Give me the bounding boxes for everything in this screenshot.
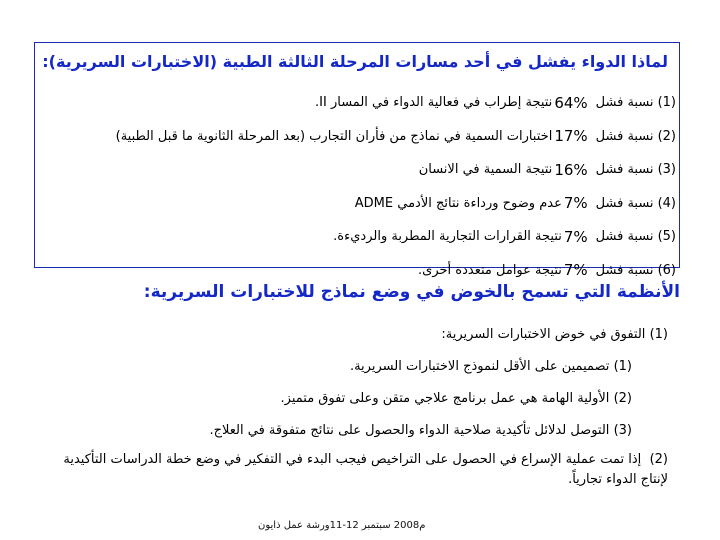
systems-list (48, 318, 668, 490)
reason-label: نسبة فشل (595, 195, 654, 211)
systems-heading: الأنظمة التي تسمح بالخوض في وضع نماذج للاختبارات السريرية: (143, 282, 680, 302)
reason-text: نتيجة عوامل متعددة أخرى. (418, 262, 562, 278)
reason-number: (2) (657, 128, 676, 144)
failure-reason-item (46, 153, 676, 187)
reason-label: نسبة فشل (595, 162, 654, 178)
reason-text: نتيجة القرارات التجارية المطربة والرديءة. (333, 229, 562, 245)
reason-percent: 7% (563, 227, 588, 246)
reason-percent: 17% (554, 127, 588, 146)
reason-text: اختبارات السمية في نماذج من فأران التجارب (بعد المرحلة الثانوية ما قبل الطبية) (115, 128, 553, 144)
reason-label: نسبة فشل (595, 128, 654, 144)
failure-reason-item (46, 220, 676, 254)
failure-reasons-list (46, 86, 676, 287)
reason-text: عدم وضوح ورداءة نتائج الأدمي ADME (354, 195, 562, 211)
failure-reason-item (46, 86, 676, 120)
sub-item-number: (2) (613, 390, 632, 406)
reason-number: (6) (657, 262, 676, 278)
reason-label: نسبة فشل (595, 262, 654, 278)
reason-percent: 7% (563, 261, 588, 280)
systems-item-text: إذا تمت عملية الإسراع في الحصول على التراخيص فيجب البدء في التفكير في وضع خطة الدراسات التأكيدية لإنتاج الدواء تجارياً. (63, 452, 668, 487)
reason-label: نسبة فشل (595, 229, 654, 245)
systems-item-text: التفوق في خوض الاختبارات السريرية: (441, 326, 646, 342)
reason-percent: 64% (554, 93, 588, 112)
reason-number: (1) (657, 95, 676, 111)
sub-item-text: التوصل لدلائل تأكيدية صلاحية الدواء والحصول على نتائج متفوقة في العلاج. (209, 422, 610, 438)
reason-percent: 16% (554, 160, 588, 179)
systems-sub-item (48, 414, 668, 446)
sub-item-number: (3) (613, 422, 632, 438)
systems-sub-item (48, 382, 668, 414)
systems-item-number: (2) (649, 452, 668, 467)
footer-note: م2008 سبتمبر 12-11ورشة عمل ذايون (258, 520, 426, 531)
sub-item-text: الأولية الهامة هي عمل برنامج علاجي متقن وعلى تفوق متميز. (280, 390, 610, 406)
reason-number: (4) (657, 195, 676, 211)
failure-reason-item (46, 120, 676, 154)
reason-percent: 7% (563, 194, 588, 213)
reason-text: نتيجة إطراب في فعالية الدواء في المسار II. (315, 95, 553, 111)
sub-item-number: (1) (613, 358, 632, 374)
sub-item-text: تصميمين على الأقل لنموذج الاختبارات السريرية. (349, 358, 610, 374)
failure-reason-item (46, 187, 676, 221)
systems-item (48, 318, 668, 350)
reason-text: نتيجة السمية في الانسان (418, 162, 553, 178)
systems-item-number: (1) (649, 326, 668, 342)
systems-item (48, 450, 668, 490)
systems-sub-item (48, 350, 668, 382)
slide-title: لماذا الدواء يفشل في أحد مسارات المرحلة الثالثة الطبية (الاختبارات السريرية): (42, 52, 668, 71)
reason-label: نسبة فشل (595, 95, 654, 111)
reason-number: (5) (657, 229, 676, 245)
reason-number: (3) (657, 162, 676, 178)
